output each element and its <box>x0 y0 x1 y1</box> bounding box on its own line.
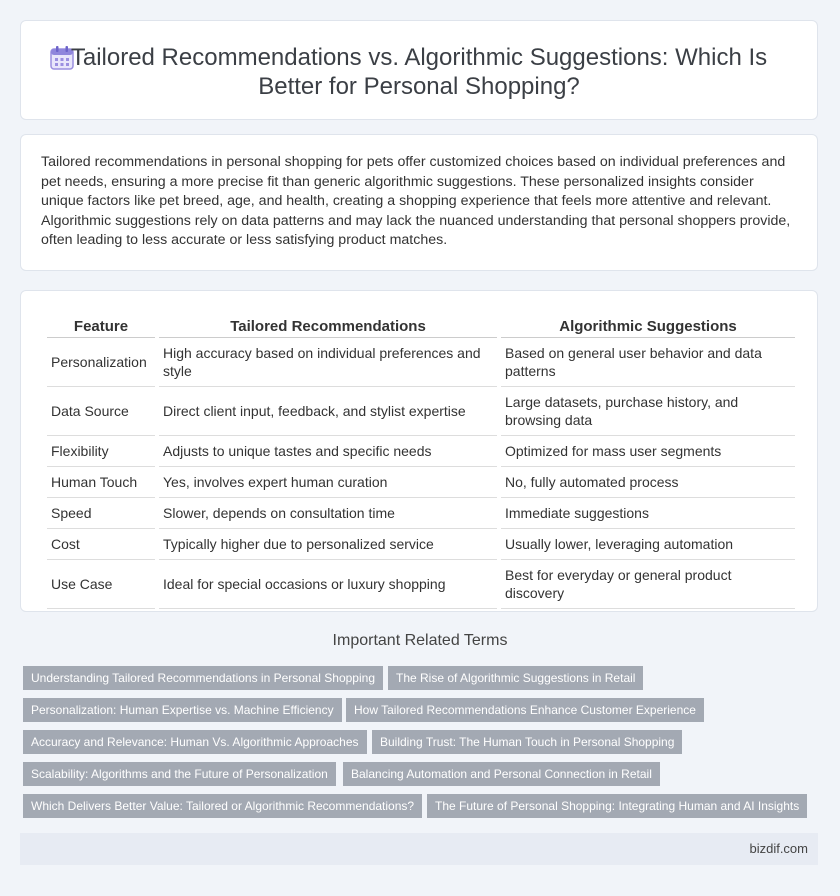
table-cell: High accuracy based on individual preferences and style <box>159 338 497 387</box>
table-cell: Based on general user behavior and data patterns <box>501 338 795 387</box>
table-row <box>47 529 795 560</box>
related-term-tag[interactable]: The Rise of Algorithmic Suggestions in Retail <box>388 666 643 690</box>
table-row <box>47 498 795 529</box>
related-term-tag[interactable]: Balancing Automation and Personal Connection in Retail <box>343 762 660 786</box>
table-cell: Personalization <box>47 338 155 387</box>
table-cell: Human Touch <box>47 467 155 498</box>
table-cell: Cost <box>47 529 155 560</box>
related-term-tag[interactable]: Which Delivers Better Value: Tailored or Algorithmic Recommendations? <box>23 794 422 818</box>
table-row <box>47 436 795 467</box>
summary-text: Tailored recommendations in personal shopping for pets offer customized choices based on individual preferences and pet needs, ensuring a more precise fit than generic algorithmic suggestions. These personalized insights consider unique factors like pet breed, age, and health, creating a shopping experience that feels more attentive and relevant. Algorithmic suggestions rely on data patterns and may lack the nuanced understanding that personal shoppers provide, often leading to less accurate or less satisfying product matches. <box>41 154 791 248</box>
table-cell: Adjusts to unique tastes and specific needs <box>159 436 497 467</box>
related-term-tag[interactable]: Building Trust: The Human Touch in Personal Shopping <box>372 730 682 754</box>
related-term-tag[interactable]: Scalability: Algorithms and the Future of Personalization <box>23 762 336 786</box>
header-card <box>20 20 818 120</box>
table-cell: Immediate suggestions <box>501 498 795 529</box>
related-terms-heading: Important Related Terms <box>332 632 508 649</box>
related-term-tag[interactable]: Accuracy and Relevance: Human Vs. Algorithmic Approaches <box>23 730 367 754</box>
table-row <box>47 560 795 609</box>
table-header-row <box>47 315 795 338</box>
table-cell: Data Source <box>47 387 155 436</box>
comparison-card <box>20 290 818 612</box>
column-header-feature: Feature <box>47 315 155 338</box>
table-cell: Slower, depends on consultation time <box>159 498 497 529</box>
related-term-tag[interactable]: Understanding Tailored Recommendations in Personal Shopping <box>23 666 383 690</box>
table-cell: Yes, involves expert human curation <box>159 467 497 498</box>
table-cell: Large datasets, purchase history, and browsing data <box>501 387 795 436</box>
footer-bar <box>20 833 818 865</box>
table-cell: Optimized for mass user segments <box>501 436 795 467</box>
table-cell: Flexibility <box>47 436 155 467</box>
related-term-tag[interactable]: How Tailored Recommendations Enhance Customer Experience <box>346 698 704 722</box>
table-cell: No, fully automated process <box>501 467 795 498</box>
summary-card <box>20 134 818 271</box>
table-cell: Direct client input, feedback, and stylist expertise <box>159 387 497 436</box>
table-cell: Speed <box>47 498 155 529</box>
table-row <box>47 338 795 387</box>
related-term-tag[interactable]: The Future of Personal Shopping: Integrating Human and AI Insights <box>427 794 807 818</box>
site-name[interactable]: bizdif.com <box>749 841 808 856</box>
column-header-algorithmic: Algorithmic Suggestions <box>501 315 795 338</box>
table-row <box>47 467 795 498</box>
comparison-table <box>43 315 799 609</box>
related-term-tag[interactable]: Personalization: Human Expertise vs. Machine Efficiency <box>23 698 342 722</box>
table-cell: Use Case <box>47 560 155 609</box>
table-cell: Ideal for special occasions or luxury shopping <box>159 560 497 609</box>
table-cell: Best for everyday or general product discovery <box>501 560 795 609</box>
column-header-tailored: Tailored Recommendations <box>159 315 497 338</box>
table-row <box>47 387 795 436</box>
table-cell: Usually lower, leveraging automation <box>501 529 795 560</box>
page-title: Tailored Recommendations vs. Algorithmic Suggestions: Which Is Better for Personal Shopping? <box>70 44 768 100</box>
table-cell: Typically higher due to personalized service <box>159 529 497 560</box>
